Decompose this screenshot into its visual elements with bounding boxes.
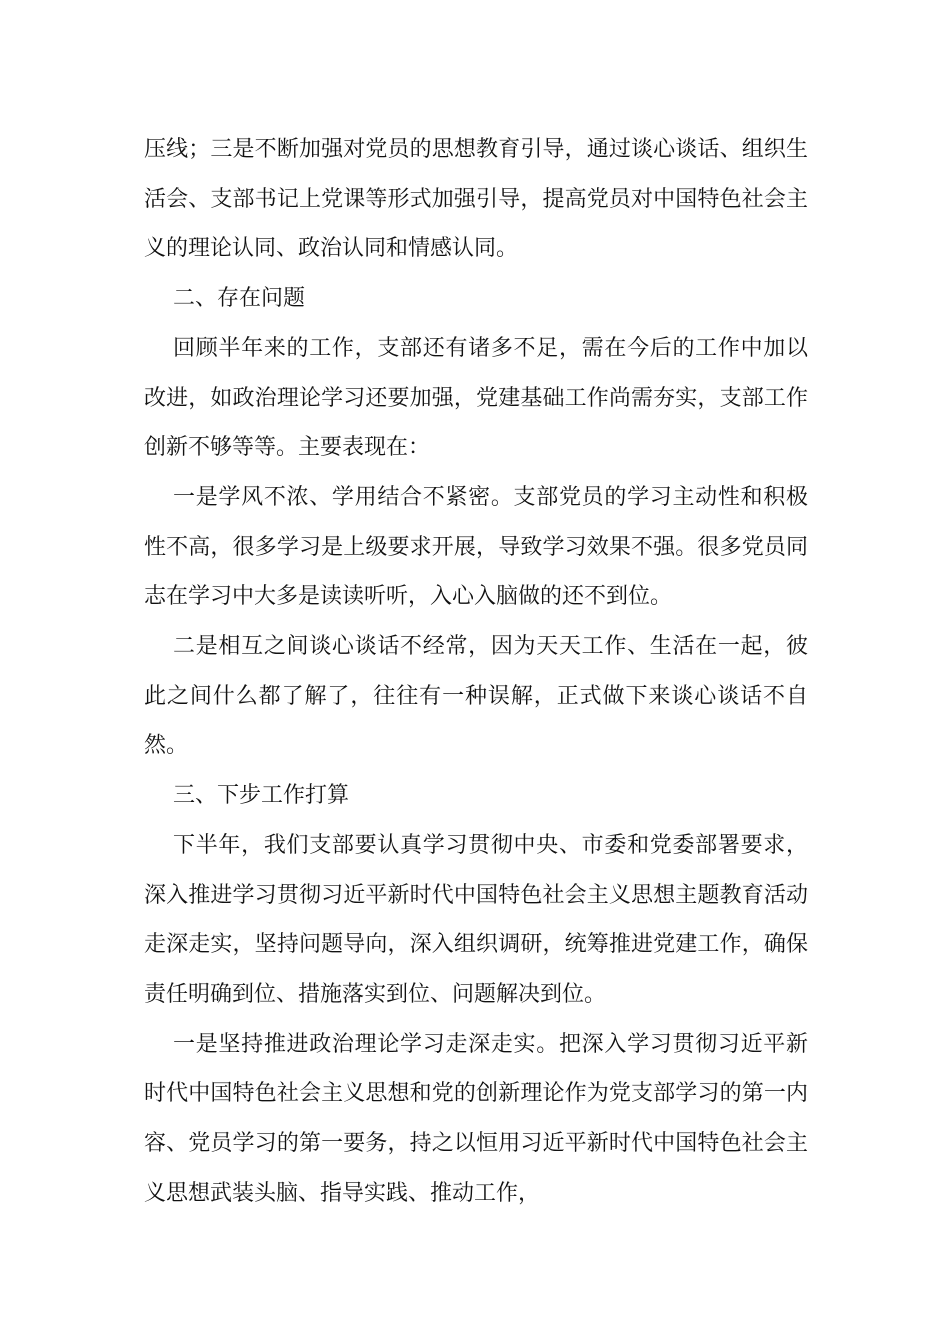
paragraph-continuation: 压线；三是不断加强对党员的思想教育引导，通过谈心谈话、组织生活会、支部书记上党课等形式加强引导，提高党员对中国特色社会主义的理论认同、政治认同和情感认同。 [144,137,808,262]
document-body [144,125,808,1218]
paragraph-review: 回顾半年来的工作，支部还有诸多不足，需在今后的工作中加以改进，如政治理论学习还要加强，党建基础工作尚需夯实，支部工作创新不够等等。主要表现在： [144,335,808,461]
section-heading-next-steps: 三、下步工作打算 [173,783,350,809]
paragraph-problem-two: 二是相互之间谈心谈话不经常，因为天天工作、生活在一起，彼此之间什么都了解了，往往有一种误解，正式做下来谈心谈话不自然。 [144,634,808,759]
paragraph-second-half-plan: 下半年，我们支部要认真学习贯彻中央、市委和党委部署要求，深入推进学习贯彻习近平新时代中国特色社会主义思想主题教育活动走深走实，坚持问题导向，深入组织调研，统筹推进党建工作，确保责任明确到位、措施落实到位、问题解决到位。 [144,832,808,1007]
paragraph-plan-one: 一是坚持推进政治理论学习走深走实。把深入学习贯彻习近平新时代中国特色社会主义思想和党的创新理论作为党支部学习的第一内容、党员学习的第一要务，持之以恒用习近平新时代中国特色社会主义思想武装头脑、指导实践、推动工作， [144,1031,808,1206]
paragraph-problem-one: 一是学风不浓、学用结合不紧密。支部党员的学习主动性和积极性不高，很多学习是上级要求开展，导致学习效果不强。很多党员同志在学习中大多是读读听听，入心入脑做的还不到位。 [144,484,808,610]
section-heading-problems: 二、存在问题 [173,286,306,312]
